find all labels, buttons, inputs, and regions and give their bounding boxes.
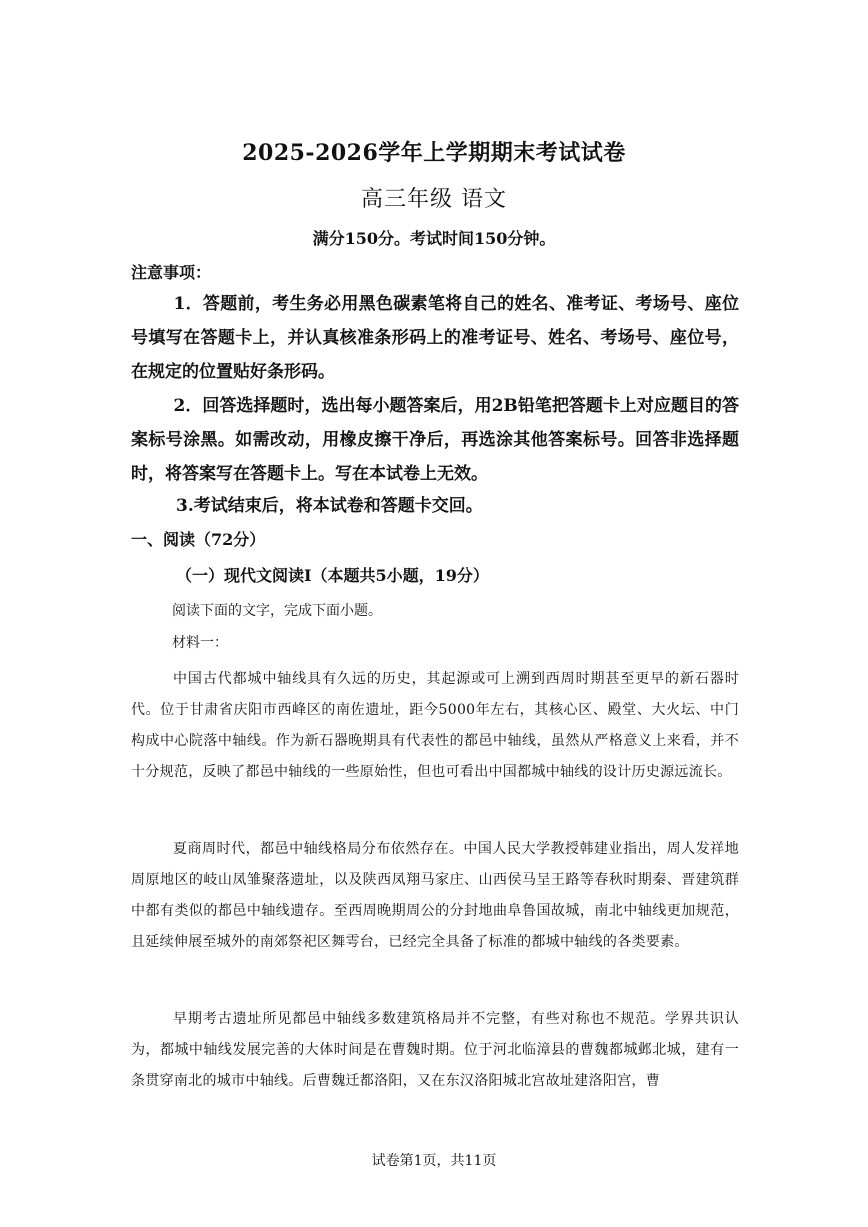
exam-subtitle: 高三年级 语文 (361, 187, 507, 212)
score-time-line: 满分150分。考试时间150分钟。 (312, 229, 556, 248)
notice-item-3: 3.考试结束后，将本试卷和答题卡交回。 (176, 496, 483, 516)
material-label: 材料一： (172, 635, 228, 651)
material-paragraph: 早期考古遗址所见都邑中轴线多数建筑格局并不完整，有些对称也不规范。学界共识认为，都城中轴线发展完善的大体时间是在曹魏时期。位于河北临漳县的曹魏都城邺北城，建有一条贯穿南北的城市中轴线。后曹魏迁都洛阳，又在东汉洛阳城北宫故址建洛阳宫，曹 (131, 1011, 739, 1089)
section-heading: 一、阅读（72分） (131, 530, 266, 549)
reading-instruction: 阅读下面的文字，完成下面小题。 (172, 603, 382, 619)
notice-heading: 注意事项： (131, 263, 212, 282)
notice-item-1: 1．答题前，考生务必用黑色碳素笔将自己的姓名、准考证、考场号、座位号填写在答题卡上，并认真核准条形码上的准考证号、姓名、考场号、座位号，在规定的位置贴好条形码。 (131, 294, 739, 382)
page-footer: 试卷第1页，共11页 (371, 1153, 497, 1169)
notice-item-2: 2．回答选择题时，选出每小题答案后，用2B铅笔把答题卡上对应题目的答案标号涂黑。如需改动，用橡皮擦干净后，再选涂其他答案标号。回答非选择题时，将答案写在答题卡上。写在本试卷上无效。 (131, 396, 739, 484)
exam-title: 2025-2026学年上学期期末考试试卷 (242, 140, 626, 166)
material-paragraph: 夏商周时代，都邑中轴线格局分布依然存在。中国人民大学教授韩建业指出，周人发祥地周原地区的岐山凤雏聚落遗址，以及陕西凤翔马家庄、山西侯马呈王路等春秋时期秦、晋建筑群中都有类似的都邑中轴线遗存。至西周晚期周公的分封地曲阜鲁国故城，南北中轴线更加规范，且延续伸展至城外的南郊祭祀区舞雩台，已经完全具备了标准的都城中轴线的各类要素。 (131, 841, 739, 950)
material-paragraph: 中国古代都城中轴线具有久远的历史，其起源或可上溯到西周时期甚至更早的新石器时代。位于甘肃省庆阳市西峰区的南佐遗址，距今5000年左右，其核心区、殿堂、大火坛、中门构成中心院落中轴线。作为新石器晚期具有代表性的都邑中轴线，虽然从严格意义上来看，并不十分规范，反映了都邑中轴线的一些原始性，但也可看出中国都城中轴线的设计历史源远流长。 (131, 671, 739, 780)
section-subheading: （一）现代文阅读Ⅰ（本题共5小题，19分） (176, 566, 489, 585)
